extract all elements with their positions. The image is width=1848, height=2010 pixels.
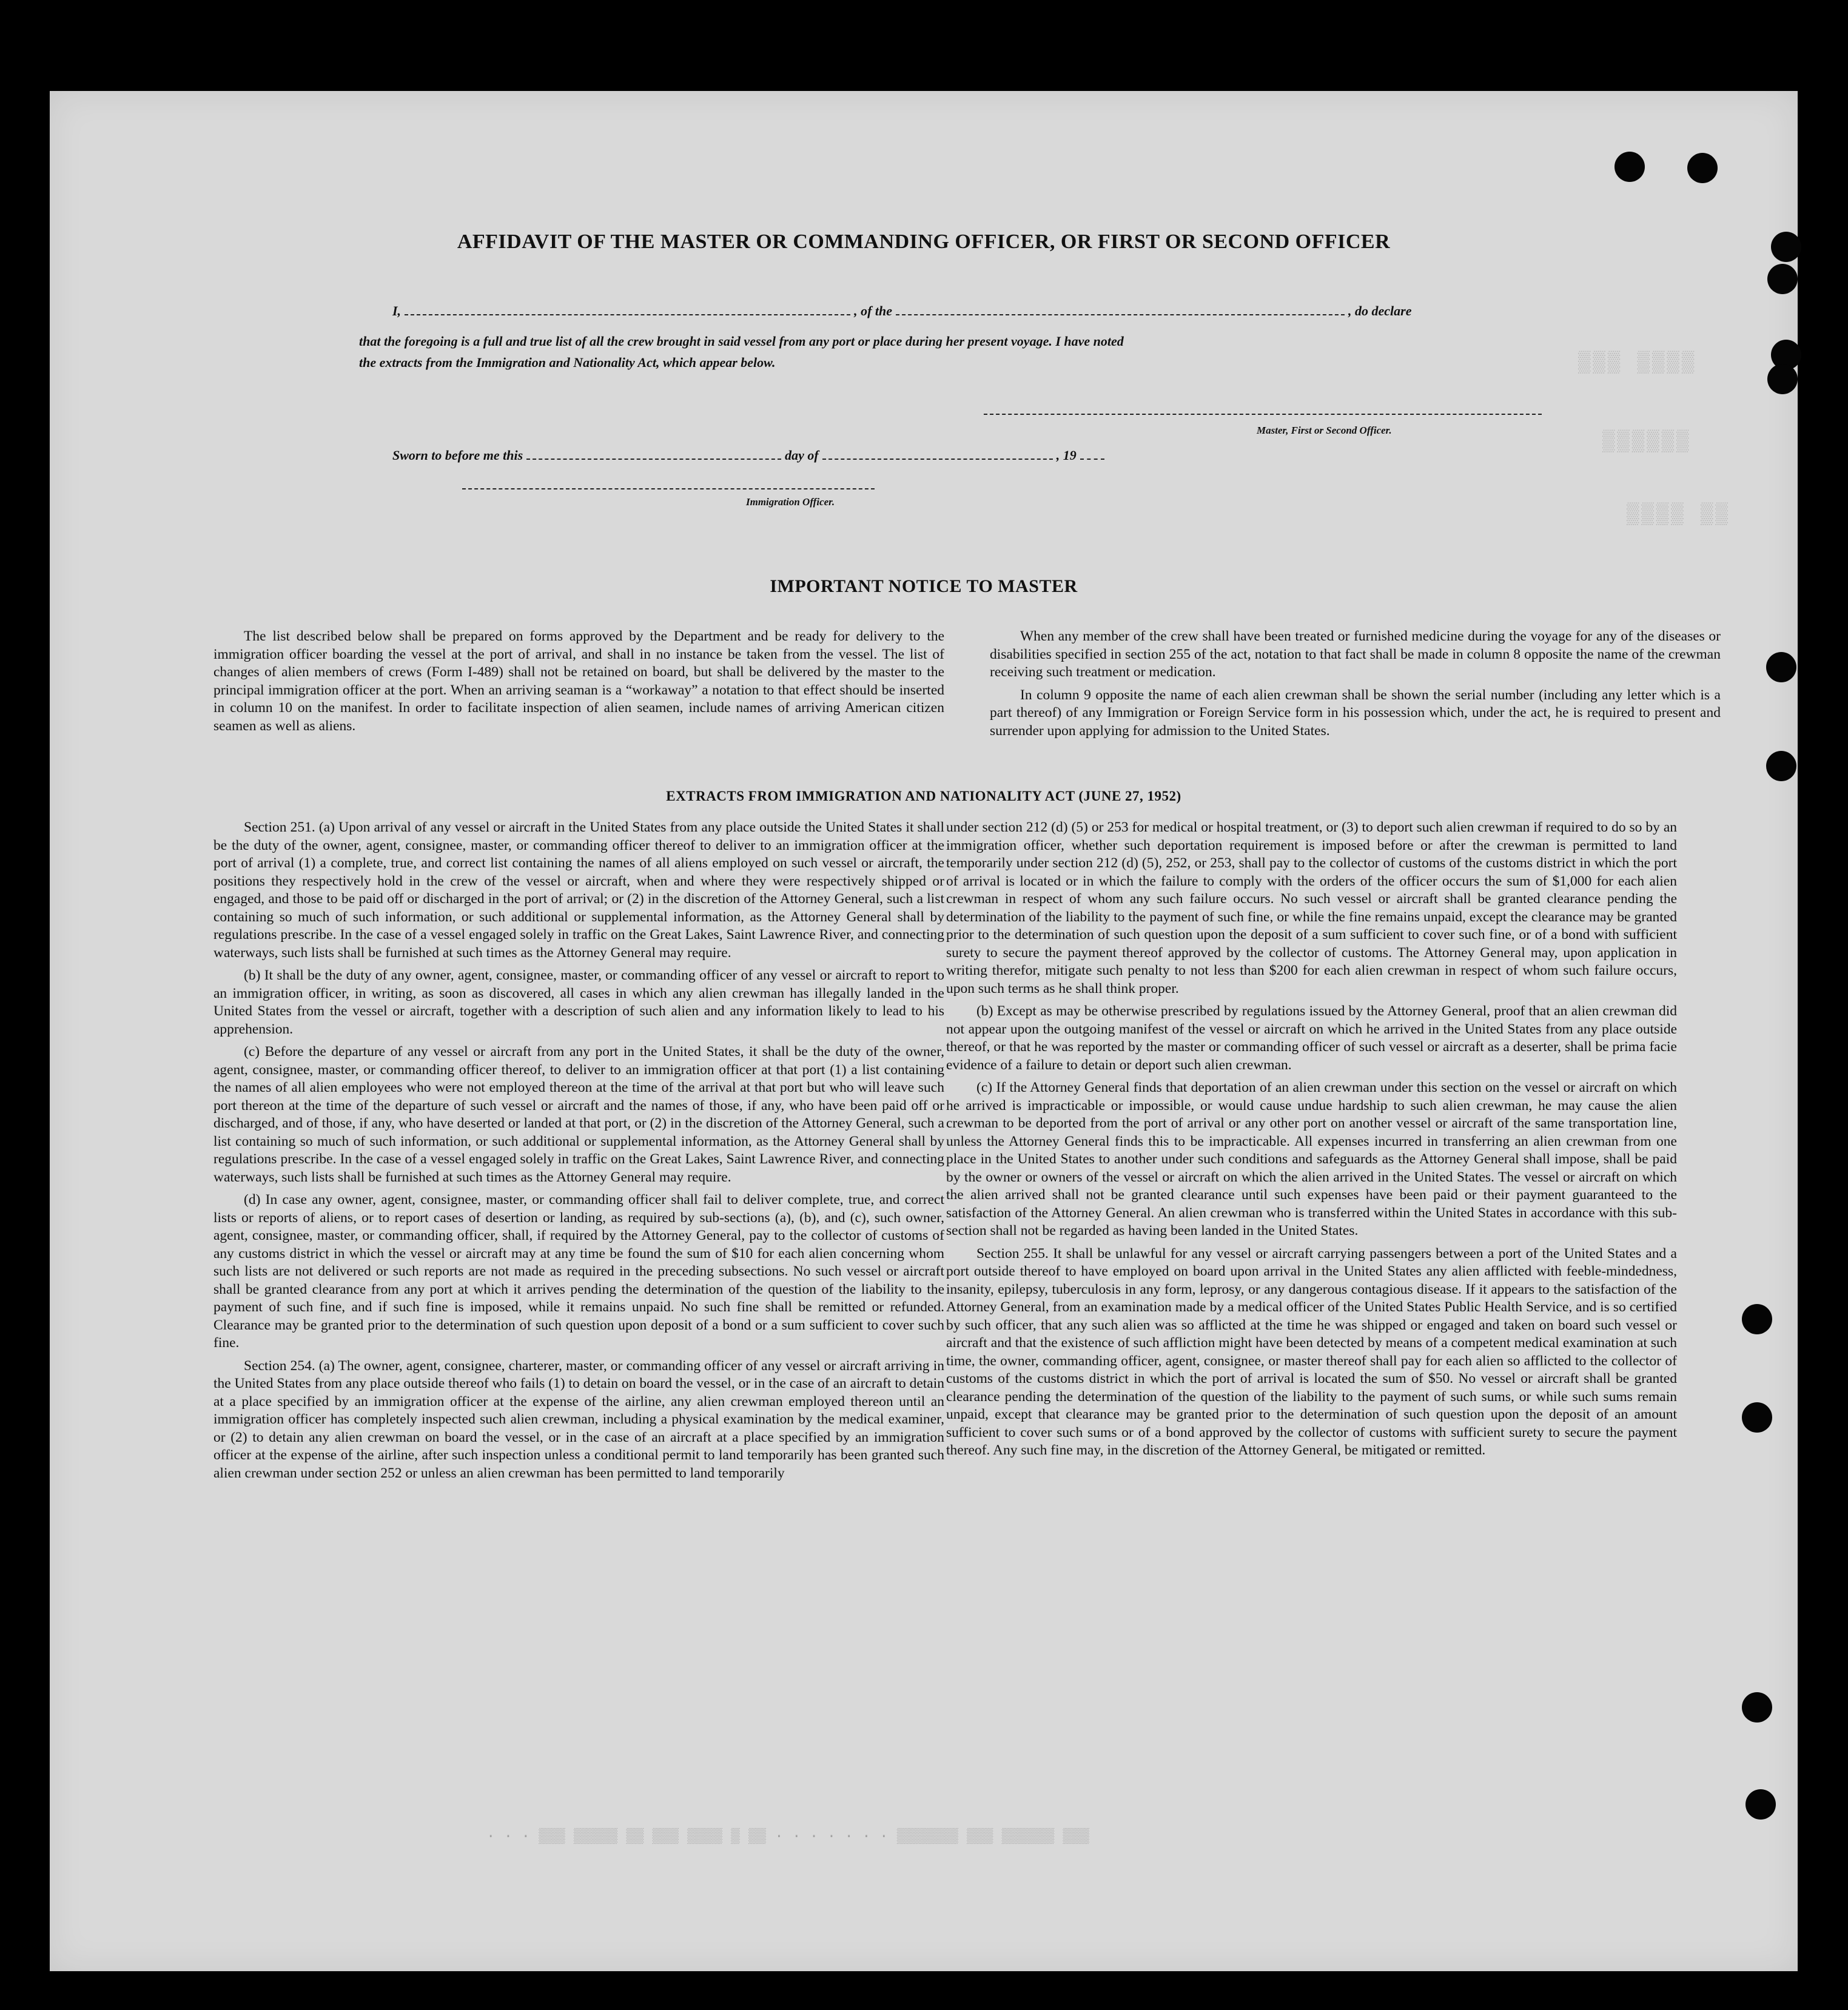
notice-right-paragraph: In column 9 opposite the name of each alien crewman shall be shown the serial number (including any letter which is a part thereof) of any Immigration or Foreign Service form in his possession which, under the act, he is required to present and surrender upon applying for admission to the United States.	[990, 687, 1721, 739]
month-blank	[822, 458, 1053, 460]
notice-title: IMPORTANT NOTICE TO MASTER	[770, 576, 1078, 596]
document-page	[50, 91, 1798, 1971]
affidavit-extracts-line: the extracts from the Immigration and Nationality Act, which appear below.	[359, 355, 776, 370]
day-of-label: day of	[785, 448, 819, 463]
year-label: , 19	[1056, 448, 1077, 463]
extract-paragraph: Section 255. It shall be unlawful for any vessel or aircraft carrying passengers between a port of the United States and a port outside thereof to have employed on board upon arrival in the United States any alien afflicted with feeble-mindedness, insanity, epilepsy, tuberculosis in any form, leprosy, or any dangerous contagious disease. If it appears to the satisfaction of the Attorney General, from an examination made by a medical officer of the United States Public Health Service, and is so certified by such officer, that any such alien was so afflicted at the time he was shipped or engaged and taken on board such vessel or aircraft and that the existence of such affliction might have been detected by means of a competent medical examination at such time, the owner, commanding officer, agent, consignee, or master thereof shall pay for each alien so afflicted to the collector of customs of the customs district in which the port of arrival is located the sum of $50. No vessel or aircraft shall be granted clearance pending the determination of the question of the liability to the payment of such sums, or while such sums remain unpaid, except that clearance may be granted prior to the determination of such question upon the deposit of an amount sufficient to cover such sums or of a bond approved by the collector of customs with sufficient surety to secure the payment thereof. Any such fine may, in the discretion of the Attorney General, be mitigated or remitted.	[946, 1245, 1677, 1458]
extracts-right-column	[946, 819, 1677, 1465]
affidavit-i-label: I,	[392, 303, 402, 318]
notice-right-column	[944, 628, 1721, 745]
vessel-blank	[896, 314, 1345, 315]
bleed-through-mark: ▒▒▒▒ ▒▒	[1627, 503, 1730, 526]
extract-paragraph: (b) Except as may be otherwise prescribed by regulations issued by the Attorney General, proof that an alien crewman did not appear upon the outgoing manifest of the vessel or aircraft on which he arrived in the United States from any place outside thereof, or that he was reported by the master or commanding officer of such vessel or aircraft as a deserter, shall be prima facie evidence of a failure to detain or deport such alien crewman.	[946, 1003, 1677, 1073]
punch-hole	[1767, 364, 1798, 394]
notice-left-column	[213, 628, 944, 740]
sworn-date-blank	[526, 458, 781, 460]
affidavit-declaration-line	[392, 303, 1411, 319]
bleed-through-mark: ▒▒▒ ▒▒▒▒	[1578, 352, 1697, 375]
extracts-left-column	[213, 819, 944, 1487]
extract-paragraph: Section 254. (a) The owner, agent, consignee, charterer, master, or commanding officer of any vessel or aircraft arriving in the United States from any place outside thereof who fails (1) to detain on board the vessel, or in the case of an aircraft to detain at a place specified by an immigration officer at the expense of the airline, any alien crewman employed thereon until an immigration officer has completely inspected such alien crewman, including a physical examination by the medical examiner, or (2) to detain any alien crewman on board the vessel, or in the case of an aircraft at a place specified by an immigration officer at the expense of the airline, after such inspection unless a conditional permit to land temporarily has been granted such alien crewman under section 252 or unless an alien crewman has been permitted to land temporarily	[213, 1357, 944, 1481]
punch-hole	[1746, 1789, 1776, 1820]
punch-hole	[1766, 751, 1796, 781]
name-blank	[405, 314, 850, 315]
punch-hole	[1614, 152, 1645, 182]
year-blank	[1080, 458, 1104, 460]
notice-right-paragraph: When any member of the crew shall have been treated or furnished medicine during the voyage for any of the diseases or disabilities specified in section 255 of the act, notation to that fact shall be made in column 8 opposite the name of the crewman receiving such treatment or medication.	[990, 628, 1721, 680]
master-signature-label: Master, First or Second Officer.	[1257, 425, 1392, 436]
extract-paragraph: (c) Before the departure of any vessel or aircraft from any port in the United States, it shall be the duty of the owner, agent, consignee, master, or commanding officer thereof, to deliver to an immigration officer at that port (1) a list containing the names of all alien employees who were not employed thereon at the time of the arrival at that port but who will leave such port thereon at the time of the departure of such vessel or aircraft and the names of those, if any, who have been paid off or discharged, and of those, if any, who have deserted or landed at that port, or (2) in the discretion of the Attorney General, such a list containing so much of such information, or such additional or supplemental information, as the Attorney General shall by regulations prescribe. In the case of a vessel engaged solely in traffic on the Great Lakes, Saint Lawrence River, and connecting waterways, such lists shall be furnished at such times as the Attorney General may require.	[213, 1044, 944, 1185]
affidavit-do-declare-label: , do declare	[1348, 303, 1412, 318]
affidavit-of-the-label: , of the	[854, 303, 893, 318]
extract-paragraph: (c) If the Attorney General finds that deportation of an alien crewman under this section on the vessel or aircraft on which he arrived is impracticable or impossible, or would cause undue hardship to such alien crewman, he may cause the alien crewman to be deported from the port of arrival or any other port on another vessel or aircraft of the same transportation line, unless the Attorney General finds this to be impracticable. All expenses incurred in transferring an alien crewman from one place in the United States to another under such conditions and safeguards as the Attorney General shall impose, shall be paid by the owner or owners of the vessel or aircraft on which the alien arrived in the United States. The vessel or aircraft on which the alien arrived shall not be granted clearance until such expenses have been paid or their payment guaranteed to the satisfaction of the Attorney General. An alien crewman who is transferred within the United States in accordance with this sub-section shall not be regarded as having been landed in the United States.	[946, 1080, 1677, 1239]
extract-paragraph: (b) It shall be the duty of any owner, agent, consignee, master, or commanding officer of any vessel or aircraft to report to an immigration officer, in writing, as soon as discovered, all cases in which any alien crewman has illegally landed in the United States from the vessel or aircraft, together with a description of such alien and any information likely to lead to his apprehension.	[213, 967, 944, 1037]
punch-hole	[1771, 232, 1801, 262]
officer-signature-label: Immigration Officer.	[746, 496, 835, 508]
sworn-line	[392, 448, 1108, 463]
master-signature-line	[984, 414, 1542, 415]
affidavit-title: AFFIDAVIT OF THE MASTER OR COMMANDING OFFICER, OR FIRST OR SECOND OFFICER	[457, 230, 1391, 253]
punch-hole	[1742, 1304, 1772, 1334]
punch-hole	[1687, 153, 1718, 183]
bleed-through-footer: · · · ▒▒▒ ▒▒▒▒▒ ▒▒ ▒▒▒ ▒▒▒▒ ▒ ▒▒ · · · · · · · ▒▒▒▒▒▒▒ ▒▒▒ ▒▒▒▒▒▒ ▒▒▒	[486, 1829, 1089, 1845]
sworn-label: Sworn to before me this	[392, 448, 523, 463]
officer-signature-line	[462, 488, 875, 489]
notice-left-paragraph: The list described below shall be prepared on forms approved by the Department and be ready for delivery to the immigration officer boarding the vessel at the port of arrival, and shall in no instance be taken from the vessel. The list of changes of alien members of crews (Form I-489) shall not be retained on board, but shall be delivered by the master to the principal immigration officer at the port. When an arriving seaman is a “workaway” a notation to that effect should be inserted in column 10 on the manifest. In order to facilitate inspection of alien seamen, include names of arriving American citizen seamen as well as aliens.	[213, 628, 944, 734]
extract-paragraph: (d) In case any owner, agent, consignee, master, or commanding officer shall fail to deliver complete, true, and correct lists or reports of aliens, or to report cases of desertion or landing, as required by sub-sections (a), (b), and (c), such owner, agent, consignee, master, or commanding officer, shall, if required by the Attorney General, pay to the collector of customs of any customs district in which the vessel or aircraft may at any time be found the sum of $10 for each alien concerning whom such lists are not delivered or such reports are not made as required in the preceding subsections. No such vessel or aircraft shall be granted clearance from any port at which it arrives pending the determination of the question of the liability to the payment of such fine, and if such fine is imposed, while it remains unpaid. No such fine shall be remitted or refunded. Clearance may be granted prior to the determination of such question upon deposit of a bond or a sum sufficient to cover such fine.	[213, 1192, 944, 1351]
extract-paragraph: Section 251. (a) Upon arrival of any vessel or aircraft in the United States from any place outside the United States it shall be the duty of the owner, agent, consignee, master, or commanding officer thereof to deliver to an immigration officer at the port of arrival (1) a complete, true, and correct list containing the names of all aliens employed on such vessel or aircraft, the positions they respectively hold in the crew of the vessel or aircraft, when and where they were respectively shipped or engaged, and those to be paid off or discharged in the port of arrival; or (2) in the discretion of the Attorney General, such a list containing so much of such information, or such additional or supplemental information, as the Attorney General shall by regulations prescribe. In the case of a vessel engaged solely in traffic on the Great Lakes, Saint Lawrence River, and connecting waterways, such lists shall be furnished at such times as the Attorney General may require.	[213, 819, 944, 961]
punch-hole	[1742, 1692, 1772, 1723]
punch-hole	[1767, 264, 1798, 294]
extracts-title: EXTRACTS FROM IMMIGRATION AND NATIONALITY ACT (JUNE 27, 1952)	[666, 788, 1181, 804]
affidavit-statement-line: that the foregoing is a full and true list of all the crew brought in said vessel from any port or place during her present voyage. I have noted	[359, 334, 1124, 349]
punch-hole	[1742, 1402, 1772, 1433]
extract-paragraph: under section 212 (d) (5) or 253 for medical or hospital treatment, or (3) to deport such alien crewman if required to do so by an immigration officer, whether such deportation requirement is imposed before or after the crewman is permitted to land temporarily under section 212 (d) (5), 252, or 253, shall pay to the collector of customs of the customs district in which the port of arrival is located or in which the failure to comply with the orders of the officer occurs the sum of $1,000 for each alien crewman in respect of whom any such failure occurs. No such vessel or aircraft shall be granted clearance pending the determination of the liability to the payment of such fine, or while the fine remains unpaid, except the clearance may be granted prior to the determination of such question upon the deposit of a sum sufficient to cover such fine, or of a bond with sufficient surety to secure the payment thereof approved by the collector of customs. The Attorney General may, upon application in writing therefor, mitigate such penalty to not less than $200 for each alien crewman in respect of whom such failure occurs, upon such terms as he shall think proper.	[946, 819, 1677, 997]
bleed-through-mark: ▒▒▒▒▒▒	[1602, 431, 1692, 454]
punch-hole	[1766, 652, 1796, 682]
